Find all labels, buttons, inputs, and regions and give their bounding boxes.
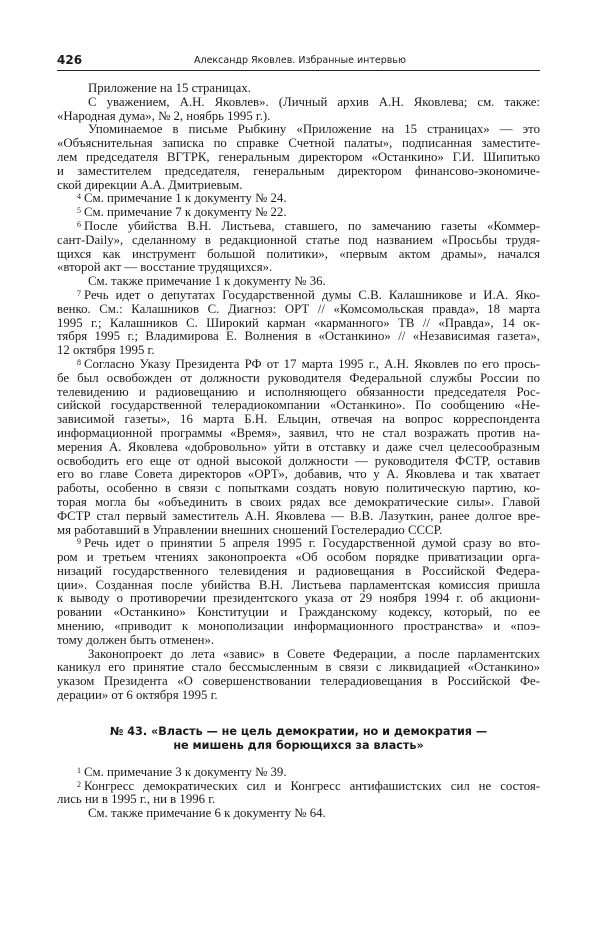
text-line [57,151,540,165]
footnote-number: 8 [77,357,81,367]
footnote-number: 5 [77,206,81,216]
text-line [57,165,540,179]
line-text: бе был освобожден от должности руководителя Федеральной службы России по [57,370,540,385]
line-text: дерации» от 6 октября 1995 г. [57,688,218,703]
footnote-number: 2 [77,779,81,789]
text-line [57,675,540,689]
footnote-1 [57,766,540,780]
text-line [57,372,540,386]
text-line [57,386,540,400]
line-text: сийской государственной телерадиокомпании «Останкино». По сообщению «Не- [57,398,540,413]
text-line [57,455,540,469]
heading-line: не мишень для борющихся за власть» [173,739,424,753]
text-line [57,689,540,703]
line-text: венко. См.: Калашников С. Диагноз: ОРТ // «Комсомольская правда», 18 марта [57,301,540,316]
line-text: телевидению и радиовещанию и исполняющего обязанности председателя Рос- [57,384,540,399]
text-line [57,766,540,780]
text-line [57,482,540,496]
text-line [57,206,540,220]
text-line [57,780,540,794]
note-paragraph [57,96,540,124]
line-text: указом Президента «О совершенствовании телерадиовещания в Российской Фе- [57,674,540,689]
line-text: щихся как инструмент большой политики», «первым актом драмы», начался [57,246,540,261]
line-text: Речь идет о принятии 5 апреля 1995 г. Государственной думой сразу во вто- [84,536,540,551]
text-line [57,496,540,510]
text-line [57,303,540,317]
text-line [57,179,540,193]
line-text: 12 октября 1995 г. [57,343,155,358]
text-line [57,634,540,648]
text-line [57,413,540,427]
line-text: лись ни в 1995 г., ни в 1996 г. [57,792,216,807]
line-text: ФСТР стал первый заместитель А.Н. Яковлева — В.В. Лазуткин, ранее долгое вре- [57,508,540,523]
text-line [57,317,540,331]
line-text: освободить его еще от одной высокой должности — руководителя ФСТР, оставив [57,453,540,468]
text-line [57,537,540,551]
line-text: тября 1995 г.; Владимирова Е. Волнения в «Останкино» // «Независимая газета», [57,329,540,344]
line-text: Упоминаемое в письме Рыбкину «Приложение на 15 страницах» — это [88,122,540,137]
line-text: См. также примечание 6 к документу № 64. [88,806,326,821]
line-text: сант-Daily», сделанному в редакционной статье под названием «Просьбы трудя- [57,232,540,247]
line-text: «Народная дума», № 2, ноябрь 1995 г.). [57,108,271,123]
text-line [57,330,540,344]
notes-section-42 [57,82,540,703]
line-text: информационной программы «Время», заявил, что не стал возражать против на- [57,425,540,440]
footnote-9 [57,537,540,647]
text-line [57,358,540,372]
note-paragraph [57,648,540,703]
line-text: «Объяснительная записка по справке Счетной палаты», подписанная заместите- [57,136,540,151]
line-text: низаций государственного телевидения и радиовещания в Российской Федера- [57,563,540,578]
line-text: тому должен быть отменен». [57,632,215,647]
text-line [57,793,540,807]
page-body [57,82,540,821]
note-paragraph [57,275,540,289]
footnote-number: 7 [77,288,81,298]
text-line [57,807,540,821]
text-line [57,579,540,593]
text-line [57,620,540,634]
line-text: ции». Созданная после убийства В.Н. Листьева парламентская комиссия пришла [57,577,540,592]
line-text: зависимой газеты», 16 марта Б.Н. Ельцин, отвечая на вопрос корреспондента [57,412,540,427]
footnote-7 [57,289,540,358]
footnote-5 [57,206,540,220]
line-text: Законопроект до лета «завис» в Совете Федерации, а после парламентских [88,646,540,661]
text-line [57,565,540,579]
text-line [57,261,540,275]
line-text: его во главе Совета директоров «ОРТ», добавив, что у А. Яковлева и так хватает [57,467,540,482]
line-text: работы, особенно в связи с попытками создать новую политическую партию, ко- [57,481,540,496]
text-line [57,234,540,248]
line-text: После убийства В.Н. Листьева, ставшего, по замечанию газеты «Коммер- [84,218,540,233]
footnote-number: 9 [77,537,81,547]
line-text: и заместителем председателя, генеральным директором финансово-экономиче- [57,163,540,178]
text-line [57,510,540,524]
text-line [57,344,540,358]
text-line [57,82,540,96]
text-line [57,606,540,620]
line-text: мя работавший в Управлении внешних сношений Гостелерадио СССР. [57,522,443,537]
text-line [57,123,540,137]
header-rule [57,70,540,71]
footnote-2 [57,780,540,808]
footnote-8 [57,358,540,537]
footnote-4 [57,192,540,206]
line-text: См. также примечание 1 к документу № 36. [88,274,326,289]
line-text: мерения А. Яковлева «добровольно» уйти в отставку и даже счел целесообразным [57,439,540,454]
footnote-number: 1 [77,765,81,775]
line-text: См. примечание 7 к документу № 22. [84,205,287,220]
text-line [57,427,540,441]
heading-line: № 43. «Власть — не цель демократии, но и демократия — [109,724,488,738]
note-paragraph [57,82,540,96]
text-line [57,110,540,124]
line-text: Согласно Указу Президента РФ от 17 марта 1995 г., А.Н. Яковлев по его прось- [84,356,540,371]
line-text: ской дирекции А.А. Дмитриевым. [57,177,243,192]
text-line [57,592,540,606]
text-line [57,648,540,662]
line-text: См. примечание 3 к документу № 39. [84,764,287,779]
line-text: торая могла бы «объединить в своих рядах все демократические силы». Главой [57,494,540,509]
text-line [57,192,540,206]
line-text: С уважением, А.Н. Яковлев». (Личный архив А.Н. Яковлева; см. также: [88,94,540,109]
text-line [57,289,540,303]
line-text: Приложение на 15 страницах. [88,81,251,95]
text-line [57,441,540,455]
line-text: ровании «Останкино» Конституции и Гражданскому кодексу, который, по ее [57,605,540,620]
document-heading [57,725,540,754]
text-line [57,248,540,262]
note-paragraph [57,807,540,821]
line-text: «второй акт — восстание трудящихся». [57,260,273,275]
text-line [57,468,540,482]
text-line [57,661,540,675]
line-text: См. примечание 1 к документу № 24. [84,191,287,206]
note-paragraph [57,123,540,192]
line-text: мнению, «приводит к монополизации информационного пространства» и «поэ- [57,619,540,634]
line-text: Речь идет о депутатах Государственной думы С.В. Калашникове и И.А. Яко- [84,287,540,302]
text-line [57,524,540,538]
line-text: ром и третьем чтениях законопроекта «Об особом порядке приватизации орга- [57,550,540,565]
line-text: каникул его принятие стало бессмысленным в связи с ликвидацией «Останкино» [57,660,540,675]
line-text: 1995 г.; Калашников С. Широкий карман «карманного» ТВ // «Правда», 14 ок- [57,315,540,330]
notes-section-43 [57,766,540,821]
text-line [57,275,540,289]
text-line [57,551,540,565]
text-line [57,399,540,413]
line-text: лем председателя ВГТРК, генеральным директором «Останкино» Г.И. Шипитько [57,149,540,164]
line-text: к выводу о противоречии президентского указа от 29 ноября 1994 г. об акциони- [57,591,540,606]
running-title: Александр Яковлев. Избранные интервью [194,55,406,66]
text-line [57,137,540,151]
text-line [57,220,540,234]
footnote-6 [57,220,540,275]
footnote-number: 4 [77,192,81,202]
page-number: 426 [57,53,83,67]
line-text: Конгресс демократических сил и Конгресс антифашистских сил не состоя- [84,778,540,793]
text-line [57,96,540,110]
footnote-number: 6 [77,219,81,229]
